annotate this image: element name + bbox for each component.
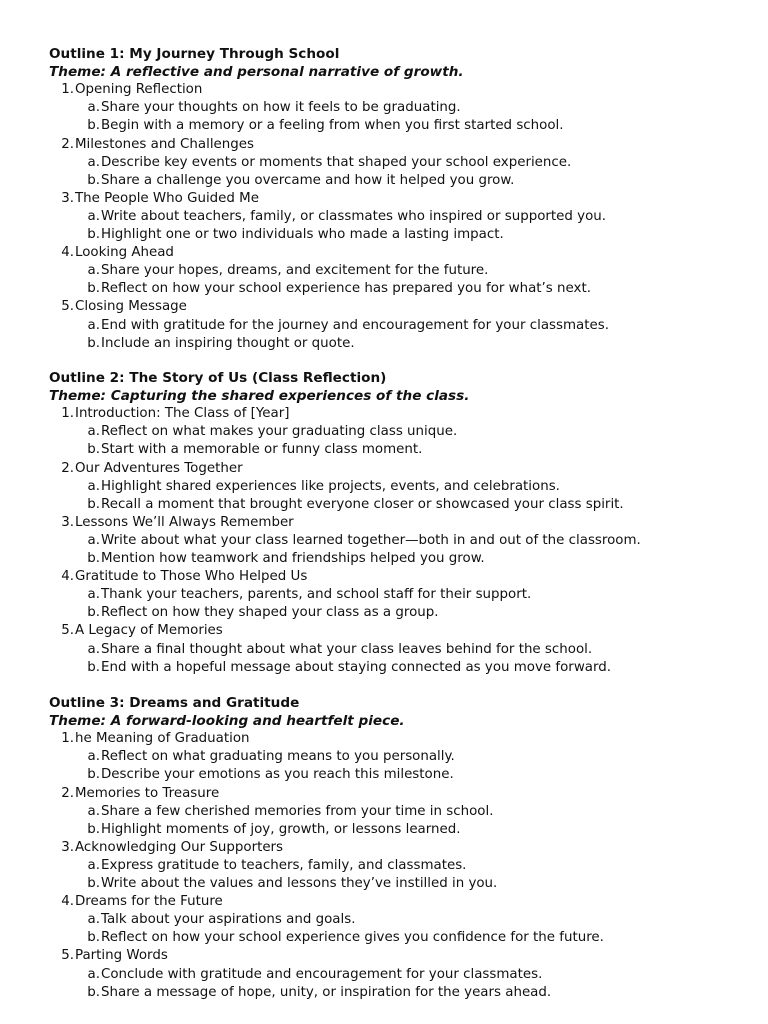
subitem-letter: a. [87,424,100,439]
subitem-text: Reflect on how they shaped your class as a group. [101,605,439,620]
subitem-letter: b. [87,118,100,133]
subitem-letter: a. [87,587,100,602]
item-heading: Our Adventures Together [75,461,243,476]
item-heading: Memories to Treasure [75,786,220,801]
item-number: 2. [61,786,74,801]
item-heading: he Meaning of Graduation [75,731,250,746]
item-heading: Parting Words [75,948,168,963]
subitem-text: Start with a memorable or funny class moment. [101,442,423,457]
subitem-letter: b. [87,173,100,188]
subitem-letter: b. [87,660,100,675]
subitem-letter: a. [87,642,100,657]
subitem-letter: b. [87,876,100,891]
item-heading: A Legacy of Memories [75,623,223,638]
item-number: 5. [61,299,74,314]
subitem-letter: a. [87,263,100,278]
outline-title: Outline 2: The Story of Us (Class Reflection) [49,370,387,386]
item-heading: Looking Ahead [75,245,174,260]
subitem-text: Talk about your aspirations and goals. [101,912,356,927]
subitem-letter: a. [87,100,100,115]
item-heading: Gratitude to Those Who Helped Us [75,569,308,584]
subitem-text: Share a final thought about what your class leaves behind for the school. [101,642,593,657]
item-number: 5. [61,623,74,638]
subitem-text: Highlight moments of joy, growth, or lessons learned. [101,822,461,837]
subitem-text: Thank your teachers, parents, and school staff for their support. [101,587,532,602]
item-number: 5. [61,948,74,963]
subitem-text: Share your thoughts on how it feels to be graduating. [101,100,461,115]
subitem-text: Highlight shared experiences like projects, events, and celebrations. [101,479,560,494]
outline-theme: Theme: A forward-looking and heartfelt piece. [49,713,405,729]
subitem-letter: b. [87,551,100,566]
subitem-letter: b. [87,497,100,512]
item-number: 4. [61,894,74,909]
item-number: 2. [61,461,74,476]
subitem-text: Share your hopes, dreams, and excitement for the future. [101,263,489,278]
subitem-text: Share a challenge you overcame and how it helped you grow. [101,173,515,188]
outline-theme: Theme: A reflective and personal narrative of growth. [49,64,464,80]
subitem-letter: a. [87,858,100,873]
item-number: 1. [61,731,74,746]
subitem-letter: b. [87,822,100,837]
item-heading: The People Who Guided Me [75,191,259,206]
item-number: 4. [61,569,74,584]
item-heading: Opening Reflection [75,82,203,97]
subitem-text: Share a few cherished memories from your time in school. [101,804,494,819]
subitem-text: Reflect on how your school experience gives you confidence for the future. [101,930,604,945]
item-number: 1. [61,406,74,421]
subitem-text: End with gratitude for the journey and encouragement for your classmates. [101,318,609,333]
subitem-text: Write about the values and lessons they’ve instilled in you. [101,876,498,891]
subitem-text: Reflect on what makes your graduating class unique. [101,424,458,439]
subitem-text: Begin with a memory or a feeling from when you first started school. [101,118,564,133]
subitem-text: Reflect on what graduating means to you personally. [101,749,455,764]
item-number: 2. [61,137,74,152]
subitem-text: Mention how teamwork and friendships helped you grow. [101,551,485,566]
item-heading: Introduction: The Class of [Year] [75,406,290,421]
item-number: 3. [61,191,74,206]
outline-title: Outline 3: Dreams and Gratitude [49,695,300,711]
subitem-text: Describe key events or moments that shaped your school experience. [101,155,572,170]
subitem-text: Reflect on how your school experience has prepared you for what’s next. [101,281,591,296]
subitem-letter: b. [87,930,100,945]
subitem-letter: b. [87,281,100,296]
item-heading: Milestones and Challenges [75,137,254,152]
item-heading: Dreams for the Future [75,894,223,909]
subitem-letter: a. [87,155,100,170]
subitem-letter: a. [87,479,100,494]
item-number: 1. [61,82,74,97]
item-heading: Closing Message [75,299,187,314]
subitem-text: Recall a moment that brought everyone closer or showcased your class spirit. [101,497,624,512]
outline-title: Outline 1: My Journey Through School [49,46,340,62]
item-heading: Lessons We’ll Always Remember [75,515,294,530]
item-number: 4. [61,245,74,260]
subitem-text: Write about what your class learned together—both in and out of the classroom. [101,533,641,548]
item-number: 3. [61,840,74,855]
subitem-letter: b. [87,767,100,782]
subitem-text: End with a hopeful message about staying connected as you move forward. [101,660,612,675]
subitem-text: Share a message of hope, unity, or inspiration for the years ahead. [101,985,552,1000]
subitem-letter: b. [87,985,100,1000]
subitem-text: Describe your emotions as you reach this milestone. [101,767,454,782]
item-number: 3. [61,515,74,530]
subitem-text: Highlight one or two individuals who made a lasting impact. [101,227,504,242]
subitem-letter: b. [87,336,100,351]
subitem-letter: a. [87,209,100,224]
subitem-letter: b. [87,605,100,620]
outline-theme: Theme: Capturing the shared experiences of the class. [49,388,470,404]
subitem-text: Express gratitude to teachers, family, and classmates. [101,858,467,873]
item-heading: Acknowledging Our Supporters [75,840,284,855]
subitem-letter: a. [87,533,100,548]
subitem-text: Include an inspiring thought or quote. [101,336,355,351]
subitem-text: Write about teachers, family, or classmates who inspired or supported you. [101,209,607,224]
subitem-letter: a. [87,912,100,927]
subitem-text: Conclude with gratitude and encouragement for your classmates. [101,967,543,982]
subitem-letter: b. [87,442,100,457]
subitem-letter: a. [87,804,100,819]
subitem-letter: b. [87,227,100,242]
subitem-letter: a. [87,318,100,333]
subitem-letter: a. [87,967,100,982]
subitem-letter: a. [87,749,100,764]
